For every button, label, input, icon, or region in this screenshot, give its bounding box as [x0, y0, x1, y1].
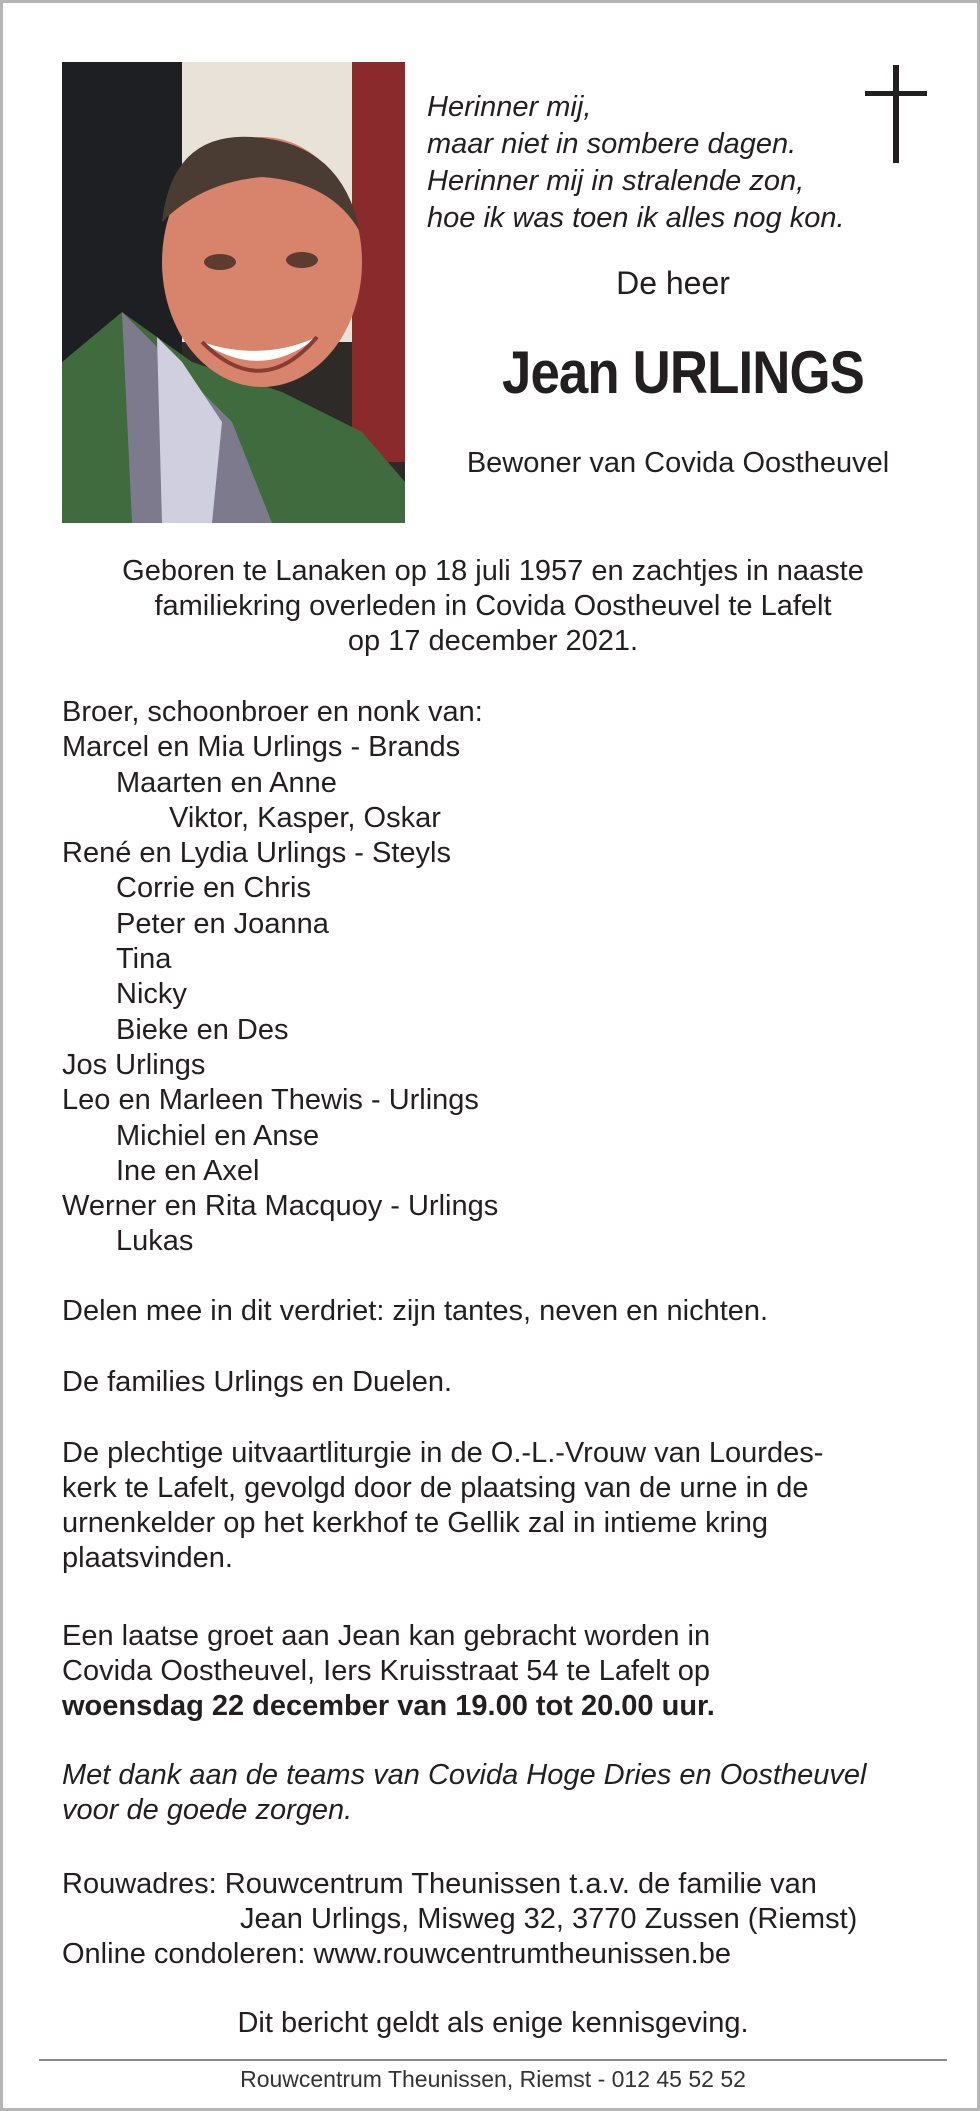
greeting-time: woensdag 22 december van 19.00 tot 20.00 uur. [62, 1690, 715, 1722]
cross-icon [865, 65, 927, 163]
salutation: De heer [616, 265, 730, 301]
poem-line: hoe ik was toen ik alles nog kon. [427, 202, 845, 234]
online-condolence: Online condoleren: www.rouwcentrumtheunissen.be [62, 1938, 731, 1970]
poem [427, 89, 867, 237]
birth-death-text [43, 554, 943, 659]
footer: Rouwcentrum Theunissen, Riemst - 012 45 52 52 [240, 2066, 746, 2092]
family-member: Peter en Joanna [116, 907, 329, 940]
family-member: Michiel en Anse [116, 1119, 320, 1152]
family-member: Nicky [116, 978, 187, 1011]
address-block [62, 1867, 857, 1972]
notice: Dit bericht geldt als enige kennisgeving. [237, 2007, 749, 2039]
family-member: Viktor, Kasper, Oskar [169, 801, 441, 834]
family-member: Tina [116, 943, 172, 976]
family-member: Werner en Rita Macquoy - Urlings [62, 1190, 499, 1223]
divider [39, 2059, 947, 2061]
poem-line: Herinner mij in stralende zon, [427, 165, 805, 197]
thanks-text [62, 1758, 866, 1828]
residence: Bewoner van Covida Oostheuvel [466, 447, 890, 479]
portrait-photo [62, 62, 405, 523]
text-line: familiekring overleden in Covida Oostheuvel te Lafelt [154, 590, 832, 622]
family-heading: Broer, schoonbroer en nonk van: [62, 696, 483, 728]
text-line: kerk te Lafelt, gevolgd door de plaatsing van de urne in de [62, 1472, 809, 1504]
address-line: Rouwadres: Rouwcentrum Theunissen t.a.v. de familie van [62, 1868, 817, 1900]
text-line: voor de goede zorgen. [62, 1794, 353, 1826]
family-list [62, 695, 498, 1260]
ceremony-text [62, 1436, 823, 1576]
family-member: Lukas [116, 1225, 194, 1258]
text-line: Geboren te Lanaken op 18 juli 1957 en zachtjes in naaste [122, 555, 864, 587]
family-member: Ine en Axel [116, 1154, 260, 1187]
family-member: Bieke en Des [116, 1013, 289, 1046]
family-member: Leo en Marleen Thewis - Urlings [62, 1084, 479, 1117]
text-line: plaatsvinden. [62, 1542, 233, 1574]
family-member: Corrie en Chris [116, 872, 311, 905]
poem-line: Herinner mij, [427, 91, 592, 123]
family-member: Marcel en Mia Urlings - Brands [62, 731, 461, 764]
text-line: Een laatse groet aan Jean kan gebracht worden in [62, 1620, 711, 1652]
families: De families Urlings en Duelen. [62, 1366, 453, 1398]
share-grief: Delen mee in dit verdriet: zijn tantes, neven en nichten. [62, 1295, 769, 1327]
text-line: op 17 december 2021. [347, 625, 639, 657]
text-line: Covida Oostheuvel, Iers Kruisstraat 54 te Lafelt op [62, 1655, 711, 1687]
address-line: Jean Urlings, Misweg 32, 3770 Zussen (Riemst) [240, 1903, 858, 1935]
poem-line: maar niet in sombere dagen. [427, 128, 797, 160]
family-member: René en Lydia Urlings - Steyls [62, 837, 451, 870]
family-member: Maarten en Anne [116, 766, 337, 799]
text-line: urnenkelder op het kerkhof te Gellik zal in intieme kring [62, 1507, 769, 1539]
text-line: Met dank aan de teams van Covida Hoge Dries en Oostheuvel [62, 1759, 867, 1791]
family-member: Jos Urlings [62, 1048, 206, 1081]
greeting-text [62, 1619, 715, 1724]
text-line: De plechtige uitvaartliturgie in de O.-L.-Vrouw van Lourdes- [62, 1437, 824, 1469]
deceased-name: Jean URLINGS [501, 339, 865, 406]
